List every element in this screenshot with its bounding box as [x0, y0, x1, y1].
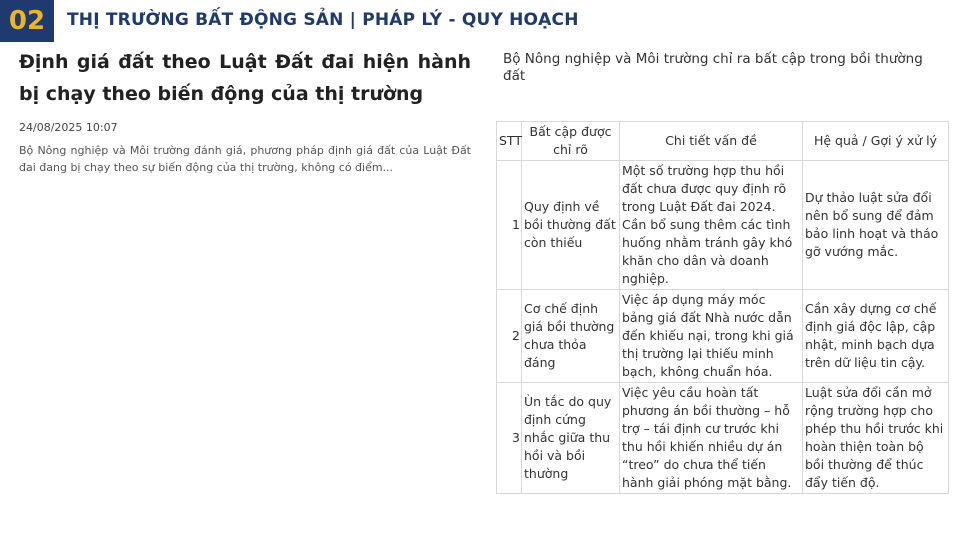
column-header-issue: Bất cập được chỉ rõ: [522, 122, 620, 161]
article-date: 24/08/2025 10:07: [19, 121, 118, 134]
column-header-stt: STT: [497, 122, 522, 161]
article-panel: [19, 46, 471, 176]
row-number: 1: [497, 161, 522, 290]
table-row: [497, 290, 949, 383]
row-number: 2: [497, 290, 522, 383]
table-section-heading-wrap: [503, 51, 933, 85]
article-title[interactable]: Định giá đất theo Luật Đất đai hiện hành bị chạy theo biến động của thị trường: [19, 51, 471, 105]
row-consequence: Cần xây dựng cơ chế định giá độc lập, cập nhật, minh bạch dựa trên dữ liệu tin cậy.: [803, 290, 949, 383]
section-number-badge: 02: [0, 0, 54, 42]
article-summary: Bộ Nông nghiệp và Môi trường đánh giá, phương pháp định giá đất của Luật Đất đai đang bị chạy theo sự biến động của thị trường, không có điểm...: [19, 144, 471, 174]
row-issue: Quy định về bồi thường đất còn thiếu: [522, 161, 620, 290]
row-consequence: Dự thảo luật sửa đổi nên bổ sung để đảm bảo linh hoạt và tháo gỡ vướng mắc.: [803, 161, 949, 290]
row-detail: Việc áp dụng máy móc bảng giá đất Nhà nước dẫn đến khiếu nại, trong khi giá thị trường lại thiếu minh bạch, không chuẩn hóa.: [620, 290, 803, 383]
row-detail: Việc yêu cầu hoàn tất phương án bồi thường – hỗ trợ – tái định cư trước khi thu hồi khiến nhiều dự án “treo” do chưa thể tiến hành giải phóng mặt bằng.: [620, 383, 803, 494]
row-detail: Một số trường hợp thu hồi đất chưa được quy định rõ trong Luật Đất đai 2024. Cần bổ sung thêm các tình huống nhằm tránh gây khó khăn cho dân và doanh nghiệp.: [620, 161, 803, 290]
row-issue: Ùn tắc do quy định cứng nhắc giữa thu hồi và bồi thường: [522, 383, 620, 494]
table-row: [497, 383, 949, 494]
section-title: THỊ TRƯỜNG BẤT ĐỘNG SẢN | PHÁP LÝ - QUY HOẠCH: [67, 10, 579, 30]
row-issue: Cơ chế định giá bồi thường chưa thỏa đáng: [522, 290, 620, 383]
table-row: [497, 161, 949, 290]
page-header: [0, 0, 960, 42]
row-consequence: Luật sửa đổi cần mở rộng trường hợp cho phép thu hồi trước khi hoàn thiện toàn bộ bồi thường để thúc đẩy tiến độ.: [803, 383, 949, 494]
column-header-consequence: Hệ quả / Gợi ý xử lý: [803, 122, 949, 161]
table-header-row: [497, 122, 949, 161]
table-section-heading: Bộ Nông nghiệp và Môi trường chỉ ra bất cập trong bồi thường đất: [503, 51, 923, 84]
row-number: 3: [497, 383, 522, 494]
column-header-detail: Chi tiết vấn đề: [620, 122, 803, 161]
issues-table: [496, 121, 949, 494]
